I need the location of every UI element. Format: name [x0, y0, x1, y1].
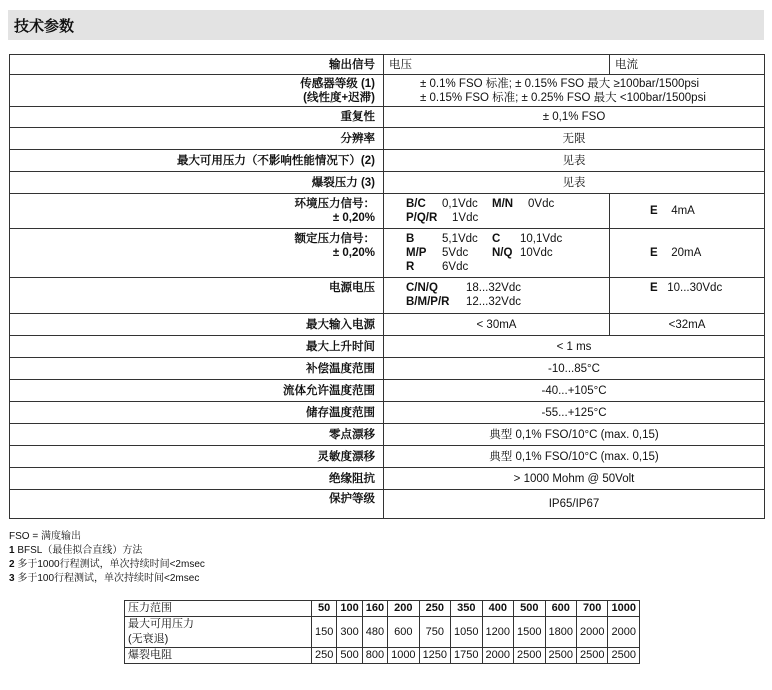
row-value: > 1000 Mohm @ 50Volt: [384, 468, 765, 490]
row-label-line: (线性度+迟滞): [303, 91, 375, 104]
footnote-key: FSO =: [9, 531, 41, 542]
table-row: [125, 617, 640, 648]
row-label: 爆裂电阻: [125, 648, 312, 664]
value-line: [406, 281, 604, 295]
row-label: 最大可用压力（不影响性能情况下）(2): [10, 150, 384, 172]
value: 18...32Vdc: [466, 282, 521, 294]
voltage-header: 电压: [384, 55, 610, 75]
table-row: [10, 229, 765, 278]
voltage-cell: [384, 278, 610, 314]
code: E: [650, 247, 658, 259]
row-label: 重复性: [10, 107, 384, 128]
current-cell: <32mA: [610, 314, 765, 336]
burst-pressure-cell: 1750: [451, 648, 482, 664]
footnote-key: 1: [9, 545, 15, 556]
range-cell: 400: [482, 601, 513, 617]
row-label: 压力范围: [125, 601, 312, 617]
table-row: [10, 128, 765, 150]
row-label: 灵敏度漂移: [10, 446, 384, 468]
footnote-key: 3: [9, 573, 15, 584]
table-row: [10, 150, 765, 172]
specs-table: [9, 54, 765, 519]
row-label: [10, 194, 384, 229]
table-row: [10, 75, 765, 107]
row-value: IP65/IP67: [384, 490, 765, 519]
row-value: 无限: [384, 128, 765, 150]
value-line: [406, 197, 604, 211]
max-pressure-cell: 2000: [576, 617, 607, 648]
section-header: [8, 10, 764, 40]
code: E: [650, 282, 658, 294]
table-row: [10, 446, 765, 468]
value-line: [406, 232, 604, 246]
row-label-line: (无衰退): [128, 633, 169, 645]
row-label: 分辨率: [10, 128, 384, 150]
code: N/Q: [492, 247, 513, 259]
table-row: [10, 278, 765, 314]
row-label: [125, 617, 312, 648]
current-cell: [610, 278, 765, 314]
row-value: -40...+105°C: [384, 380, 765, 402]
burst-pressure-cell: 800: [362, 648, 387, 664]
row-value: -55...+125°C: [384, 402, 765, 424]
page-title: 技术参数: [14, 17, 75, 35]
footnotes: [9, 530, 205, 586]
code: B: [406, 233, 415, 245]
value: 0,1Vdc: [442, 198, 478, 210]
row-label-line: 额定压力信号：: [294, 233, 375, 245]
current-cell: [610, 229, 765, 278]
max-pressure-cell: 1050: [451, 617, 482, 648]
current-cell: [610, 194, 765, 229]
row-label: 最大上升时间: [10, 336, 384, 358]
code: P/Q/R: [406, 212, 438, 224]
table-row: [125, 601, 640, 617]
burst-pressure-cell: 1250: [419, 648, 450, 664]
range-cell: 160: [362, 601, 387, 617]
row-label: [10, 75, 384, 107]
max-pressure-cell: 1500: [514, 617, 545, 648]
voltage-cell: < 30mA: [384, 314, 610, 336]
row-label-line: ± 0,20%: [332, 247, 375, 259]
footnote-text: 多于1000行程测试，单次持续时间<2msec: [14, 559, 205, 570]
table-row: [10, 314, 765, 336]
row-value: -10...85°C: [384, 358, 765, 380]
value: 1Vdc: [452, 212, 479, 224]
value: 0Vdc: [528, 198, 555, 210]
code: E: [650, 205, 658, 217]
value-line: ± 0.1% FSO 标准; ± 0.15% FSO 最大 ≥100bar/1500psi: [420, 77, 700, 90]
max-pressure-cell: 1800: [545, 617, 576, 648]
table-row: [10, 107, 765, 128]
value: 10,1Vdc: [520, 233, 563, 245]
value: 4mA: [671, 205, 695, 217]
row-value: < 1 ms: [384, 336, 765, 358]
footnote: [9, 572, 205, 586]
code: M/N: [492, 198, 514, 210]
range-cell: 700: [576, 601, 607, 617]
table-row: [10, 490, 765, 519]
value: 10Vdc: [520, 247, 553, 259]
value-line: [406, 211, 604, 225]
max-pressure-cell: 150: [312, 617, 337, 648]
row-label: 最大输入电源: [10, 314, 384, 336]
footnote-key: 2: [9, 559, 15, 570]
row-label: 储存温度范围: [10, 402, 384, 424]
current-header: 电流: [610, 55, 765, 75]
row-value: ± 0,1% FSO: [384, 107, 765, 128]
burst-pressure-cell: 2500: [514, 648, 545, 664]
burst-pressure-cell: 250: [312, 648, 337, 664]
value-line: ± 0.15% FSO 标准; ± 0.25% FSO 最大 <100bar/1500psi: [420, 91, 706, 104]
row-label: 爆裂压力 (3): [10, 172, 384, 194]
footnote-text: BFSL（最佳拟合直线）方法: [14, 545, 143, 556]
table-row: [10, 380, 765, 402]
max-pressure-cell: 2000: [608, 617, 639, 648]
burst-pressure-cell: 2500: [608, 648, 639, 664]
value: 12...32Vdc: [466, 296, 521, 308]
range-cell: 500: [514, 601, 545, 617]
row-label: 流体允许温度范围: [10, 380, 384, 402]
code: B/M/P/R: [406, 296, 450, 308]
row-label: 电源电压: [10, 278, 384, 314]
table-row: [10, 358, 765, 380]
value: 6Vdc: [442, 261, 469, 273]
code: R: [406, 261, 415, 273]
footnote: [9, 544, 205, 558]
row-value: 见表: [384, 150, 765, 172]
row-label: 保护等级: [10, 490, 384, 519]
table-row: [10, 336, 765, 358]
table-row: [10, 55, 765, 75]
row-label-line: 最大可用压力: [128, 618, 194, 630]
table-row: [10, 172, 765, 194]
max-pressure-cell: 480: [362, 617, 387, 648]
row-label-line: ± 0,20%: [332, 212, 375, 224]
row-value: 典型 0,1% FSO/10°C (max. 0,15): [384, 446, 765, 468]
range-cell: 600: [545, 601, 576, 617]
code: C: [492, 233, 501, 245]
max-pressure-cell: 600: [388, 617, 419, 648]
table-row: [10, 424, 765, 446]
row-label-line: 传感器等级 (1): [300, 77, 375, 90]
value-line: [406, 246, 604, 260]
value: 5Vdc: [442, 247, 469, 259]
max-pressure-cell: 750: [419, 617, 450, 648]
code: C/N/Q: [406, 282, 438, 294]
row-label: 输出信号: [10, 55, 384, 75]
burst-pressure-cell: 2000: [482, 648, 513, 664]
row-label: [10, 229, 384, 278]
burst-pressure-cell: 1000: [388, 648, 419, 664]
row-value: 见表: [384, 172, 765, 194]
range-cell: 100: [337, 601, 362, 617]
burst-pressure-cell: 2500: [545, 648, 576, 664]
footnote-text: 满度输出: [40, 531, 81, 542]
value: 10...30Vdc: [667, 282, 723, 294]
voltage-cell: [384, 194, 610, 229]
value-line: [406, 260, 604, 274]
table-row: [125, 648, 640, 664]
range-cell: 350: [451, 601, 482, 617]
burst-pressure-cell: 2500: [576, 648, 607, 664]
row-label: 绝缘阻抗: [10, 468, 384, 490]
max-pressure-cell: 300: [337, 617, 362, 648]
row-label: 补偿温度范围: [10, 358, 384, 380]
table-row: [10, 194, 765, 229]
footnote: [9, 530, 205, 544]
row-value: 典型 0,1% FSO/10°C (max. 0,15): [384, 424, 765, 446]
range-cell: 50: [312, 601, 337, 617]
table-row: [10, 468, 765, 490]
code: B/C: [406, 198, 426, 210]
max-pressure-cell: 1200: [482, 617, 513, 648]
code: M/P: [406, 247, 427, 259]
voltage-cell: [384, 229, 610, 278]
table-row: [10, 402, 765, 424]
value-line: [406, 295, 604, 309]
row-label-line: 环境压力信号：: [294, 198, 375, 210]
footnote: [9, 558, 205, 572]
footnote-text: 多于100行程测试，单次持续时间<2msec: [14, 573, 200, 584]
value: 20mA: [671, 247, 702, 259]
burst-pressure-cell: 500: [337, 648, 362, 664]
range-cell: 250: [419, 601, 450, 617]
value: 5,1Vdc: [442, 233, 478, 245]
range-cell: 1000: [608, 601, 639, 617]
row-label: 零点漂移: [10, 424, 384, 446]
row-value: [384, 75, 765, 107]
pressure-table: [124, 600, 640, 664]
range-cell: 200: [388, 601, 419, 617]
